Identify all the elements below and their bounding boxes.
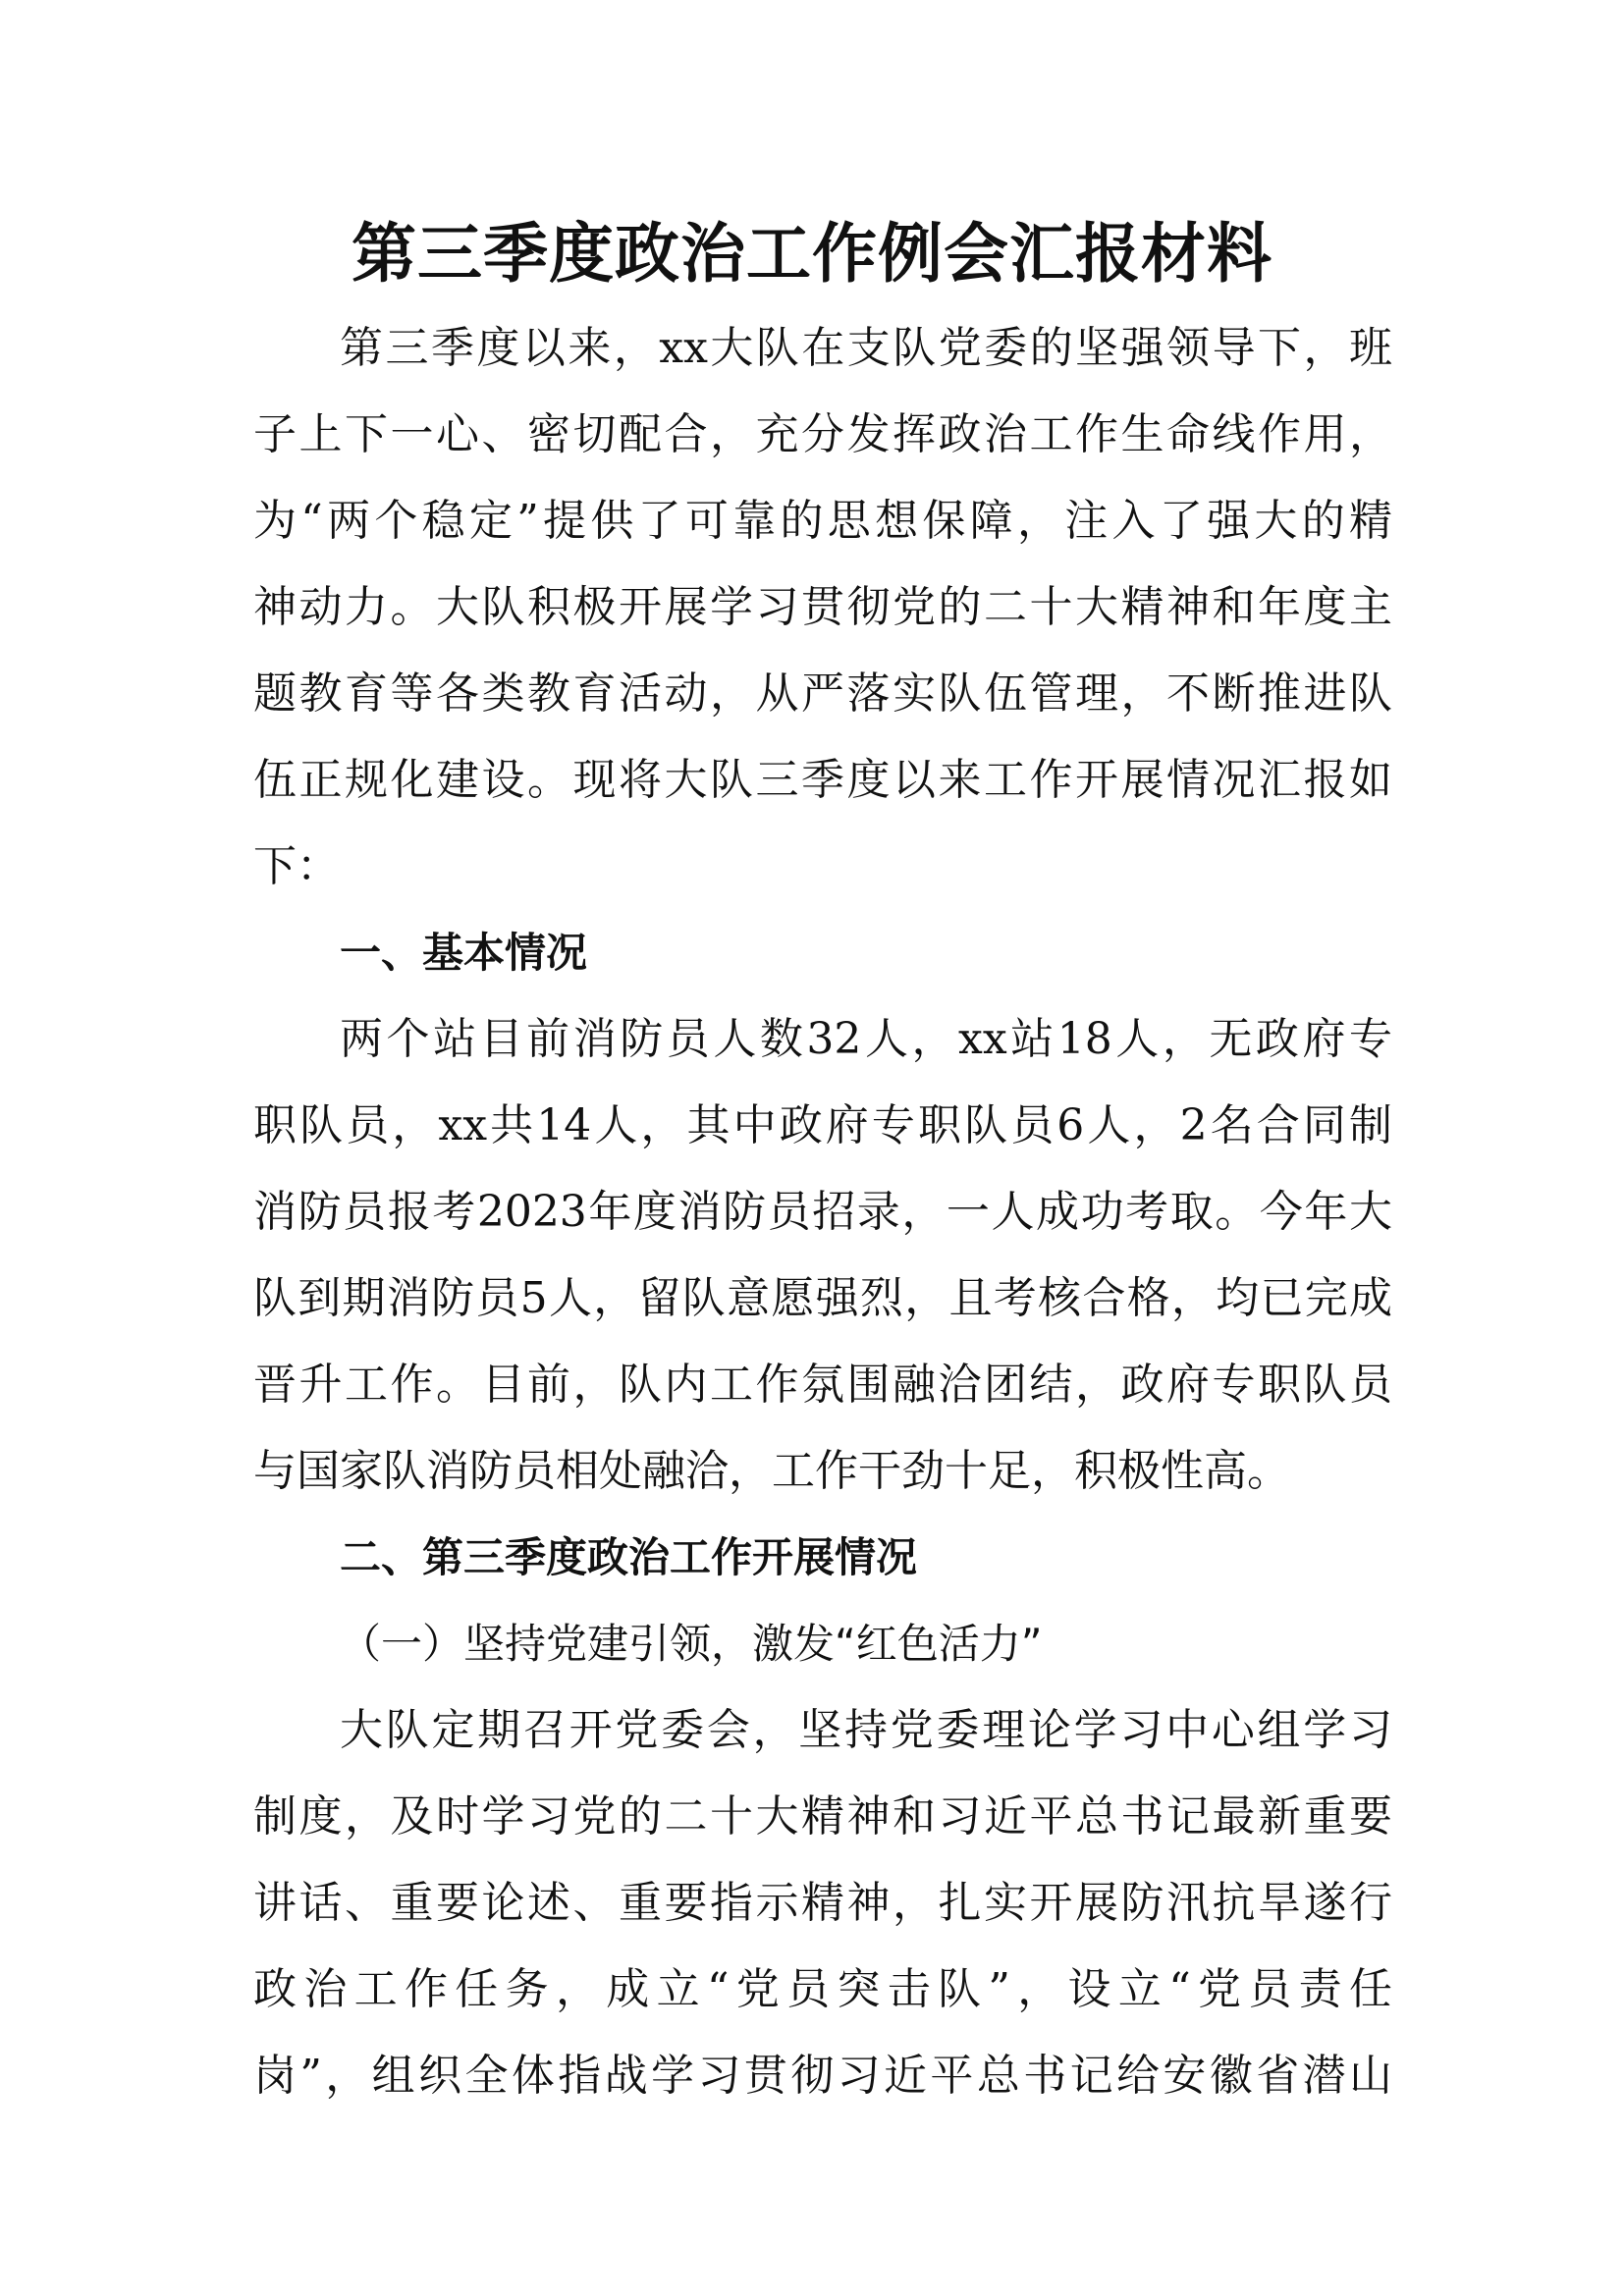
subsection1-line-1: 大队定期召开党委会，坚持党委理论学习中心组学习	[340, 1705, 1392, 1755]
section1-line-3: 消防员报考2023年度消防员招录，一人成功考取。今年大	[253, 1187, 1392, 1237]
subsection1-line-3: 讲话、重要论述、重要指示精神，扎实开展防汛抗旱遂行	[253, 1878, 1392, 1928]
intro-line-7: 下：	[253, 841, 340, 891]
intro-line-3: 为“两个稳定”提供了可靠的思想保障，注入了强大的精	[253, 496, 1392, 546]
intro-line-2: 子上下一心、密切配合，充分发挥政治工作生命线作用，	[253, 409, 1392, 459]
intro-line-4: 神动力。大队积极开展学习贯彻党的二十大精神和年度主	[253, 582, 1392, 632]
intro-line-1: 第三季度以来，xx大队在支队党委的坚强领导下，班	[340, 323, 1392, 373]
intro-line-5: 题教育等各类教育活动，从严落实队伍管理，不断推进队	[253, 668, 1392, 719]
section1-line-6: 与国家队消防员相处融洽，工作干劲十足，积极性高。	[253, 1446, 1290, 1496]
section-heading-basic: 一、基本情况	[340, 929, 588, 977]
subsection1-line-4: 政治工作任务，成立“党员突击队”，设立“党员责任	[253, 1964, 1392, 2014]
section1-line-1: 两个站目前消防员人数32人，xx站18人，无政府专	[340, 1014, 1392, 1064]
section1-line-5: 晋升工作。目前，队内工作氛围融洽团结，政府专职队员	[253, 1360, 1392, 1410]
section1-line-2: 职队员，xx共14人，其中政府专职队员6人，2名合同制	[253, 1100, 1392, 1150]
subsection1-line-5: 岗”，组织全体指战学习贯彻习近平总书记给安徽省潜山	[253, 2051, 1392, 2101]
section1-line-4: 队到期消防员5人，留队意愿强烈，且考核合格，均已完成	[253, 1273, 1392, 1323]
intro-line-6: 伍正规化建设。现将大队三季度以来工作开展情况汇报如	[253, 755, 1392, 805]
subsection-heading-party-building: （一）坚持党建引领，激发“红色活力”	[340, 1620, 1043, 1668]
section-heading-political-work: 二、第三季度政治工作开展情况	[340, 1533, 918, 1581]
subsection1-line-2: 制度，及时学习党的二十大精神和习近平总书记最新重要	[253, 1791, 1392, 1842]
document-title: 第三季度政治工作例会汇报材料	[352, 215, 1272, 292]
